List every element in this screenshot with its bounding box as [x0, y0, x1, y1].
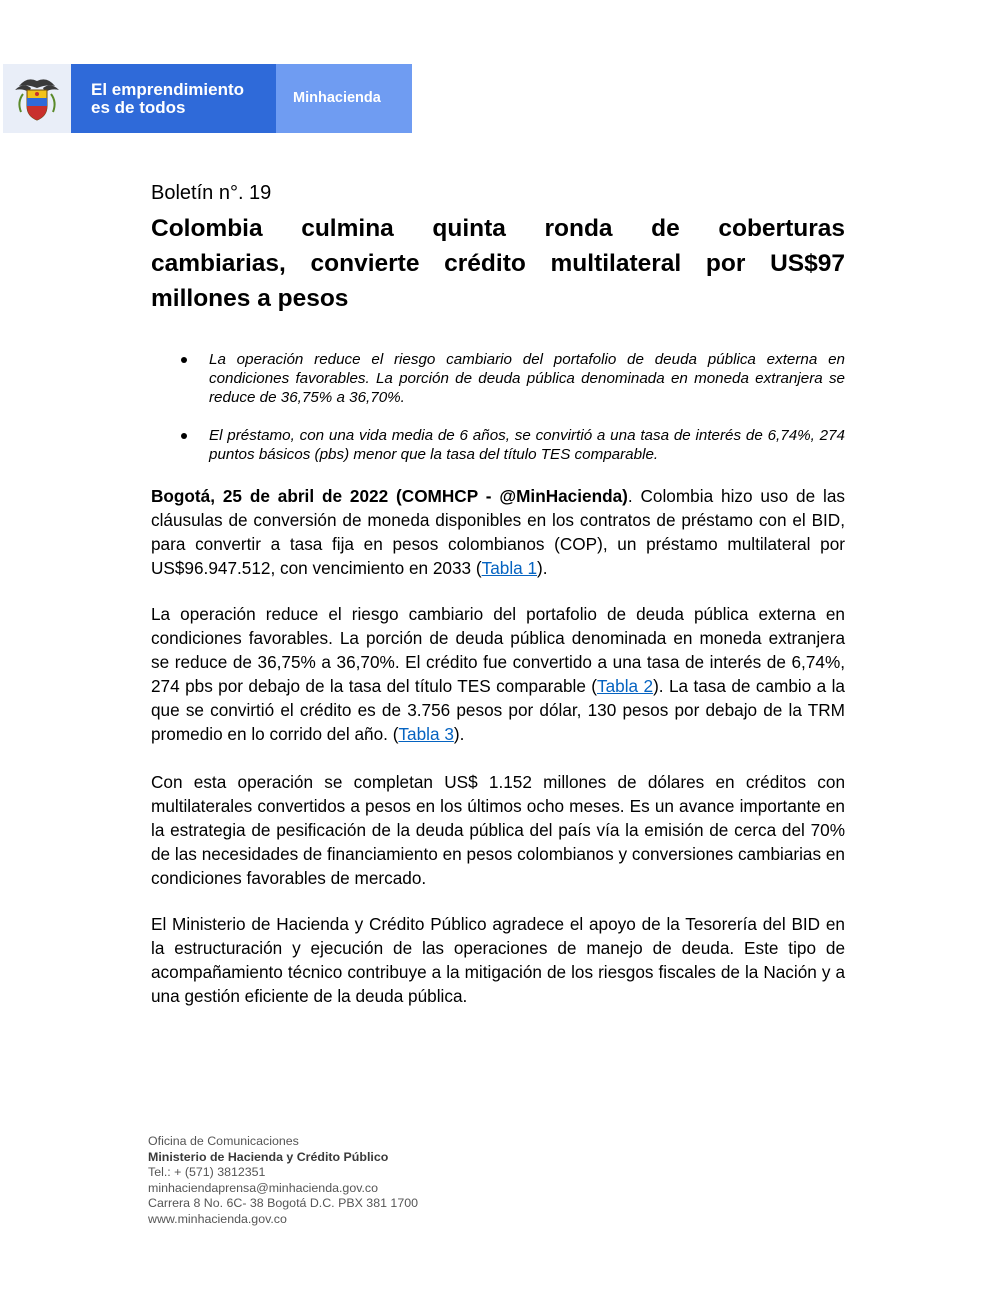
brand-slogan [91, 81, 244, 117]
paragraph-1 [151, 484, 845, 580]
footer-email: minhaciendaprensa@minhacienda.gov.co [148, 1180, 379, 1195]
title-line-3: millones a pesos [151, 285, 349, 312]
title-line-1: Colombia culmina quinta ronda de coberturas [151, 215, 845, 242]
bulletin-number: Boletín n°. 19 [151, 182, 272, 204]
brand-box [71, 64, 276, 133]
paragraph-text: La operación reduce el riesgo cambiario del portafolio de deuda pública externa en condiciones favorables. La porción de deuda pública denominada en moneda extranjera se reduce de 36,75% a 36,70%. El crédito fue convertido a una tasa de interés de 6,74%, 274 pbs por debajo de la tasa del título TES comparable ( [151, 604, 845, 696]
paragraph-2 [151, 602, 845, 746]
footer-phone: Tel.: + (571) 3812351 [148, 1165, 266, 1179]
tabla-1-link[interactable]: Tabla 1 [481, 558, 538, 578]
summary-bullets [151, 350, 845, 464]
bullet-text: La operación reduce el riesgo cambiario del portafolio de deuda pública externa en condiciones favorables. La porción de deuda pública denominada en moneda extranjera se reduce de 36,75% a 36,70%. [209, 351, 845, 406]
list-item [151, 350, 845, 407]
bullet-dot-icon [181, 433, 187, 439]
paragraph-text: ). La tasa de cambio a la que se convirtió el crédito es de 3.756 pesos por dólar, 130 pesos por debajo de la TRM promedio en lo corrido del año. ( [151, 676, 845, 744]
ministry-box [276, 64, 412, 133]
paragraph-4: El Ministerio de Hacienda y Crédito Público agradece el apoyo de la Tesorería del BID en la estructuración y ejecución de las operaciones de manejo de deuda. Este tipo de acompañamiento técnico contribuye a la mitigación de los riesgos fiscales de la Nación y a una gestión eficiente de la deuda pública. [151, 914, 845, 1006]
footer-contact [148, 1134, 418, 1227]
footer-ministry: Ministerio de Hacienda y Crédito Público [148, 1149, 389, 1164]
brand-line-2: es de todos [91, 98, 186, 117]
brand-line-1: El emprendimiento [91, 80, 245, 99]
footer-office: Oficina de Comunicaciones [148, 1134, 299, 1148]
header-banner [3, 64, 412, 133]
paragraph-text: . Colombia hizo uso de las cláusulas de conversión de moneda disponibles en los contratos de préstamo con el BID, para convertir a tasa fija en pesos colombianos (COP), un préstamo multilateral por US$96.947.512, con vencimiento en 2033 ( [151, 486, 846, 578]
seal-box [3, 64, 71, 133]
colombia-coat-of-arms-icon [13, 72, 61, 124]
paragraph-3: Con esta operación se completan US$ 1.152 millones de dólares en créditos con multilaterales convertidos a pesos en los últimos ocho meses. Es un avance importante en la estrategia de pesificación de la deuda pública del país vía la emisión de cerca del 70% de las necesidades de financiamiento en pesos colombianos y conversiones cambiarias en condiciones favorables de mercado. [151, 772, 845, 888]
paragraph-text: ). [453, 724, 465, 744]
list-item [151, 426, 845, 464]
title-line-2: cambiarias, convierte crédito multilateral por US$97 [151, 250, 845, 277]
paragraph-text: ). [537, 558, 548, 578]
bullet-dot-icon [181, 357, 187, 363]
tabla-2-link[interactable]: Tabla 2 [597, 676, 654, 696]
footer-address: Carrera 8 No. 6C- 38 Bogotá D.C. PBX 381 1700 [148, 1196, 418, 1210]
page-title [151, 211, 845, 316]
bullet-text: El préstamo, con una vida media de 6 años, se convirtió a una tasa de interés de 6,74%, 274 puntos básicos (pbs) menor que la tasa del título TES comparable. [209, 427, 845, 463]
tabla-3-link[interactable]: Tabla 3 [398, 724, 454, 744]
dateline: Bogotá, 25 de abril de 2022 (COMHCP - @MinHacienda) [151, 486, 628, 506]
ministry-name: Minhacienda [293, 90, 381, 106]
footer-website: www.minhacienda.gov.co [148, 1211, 287, 1226]
